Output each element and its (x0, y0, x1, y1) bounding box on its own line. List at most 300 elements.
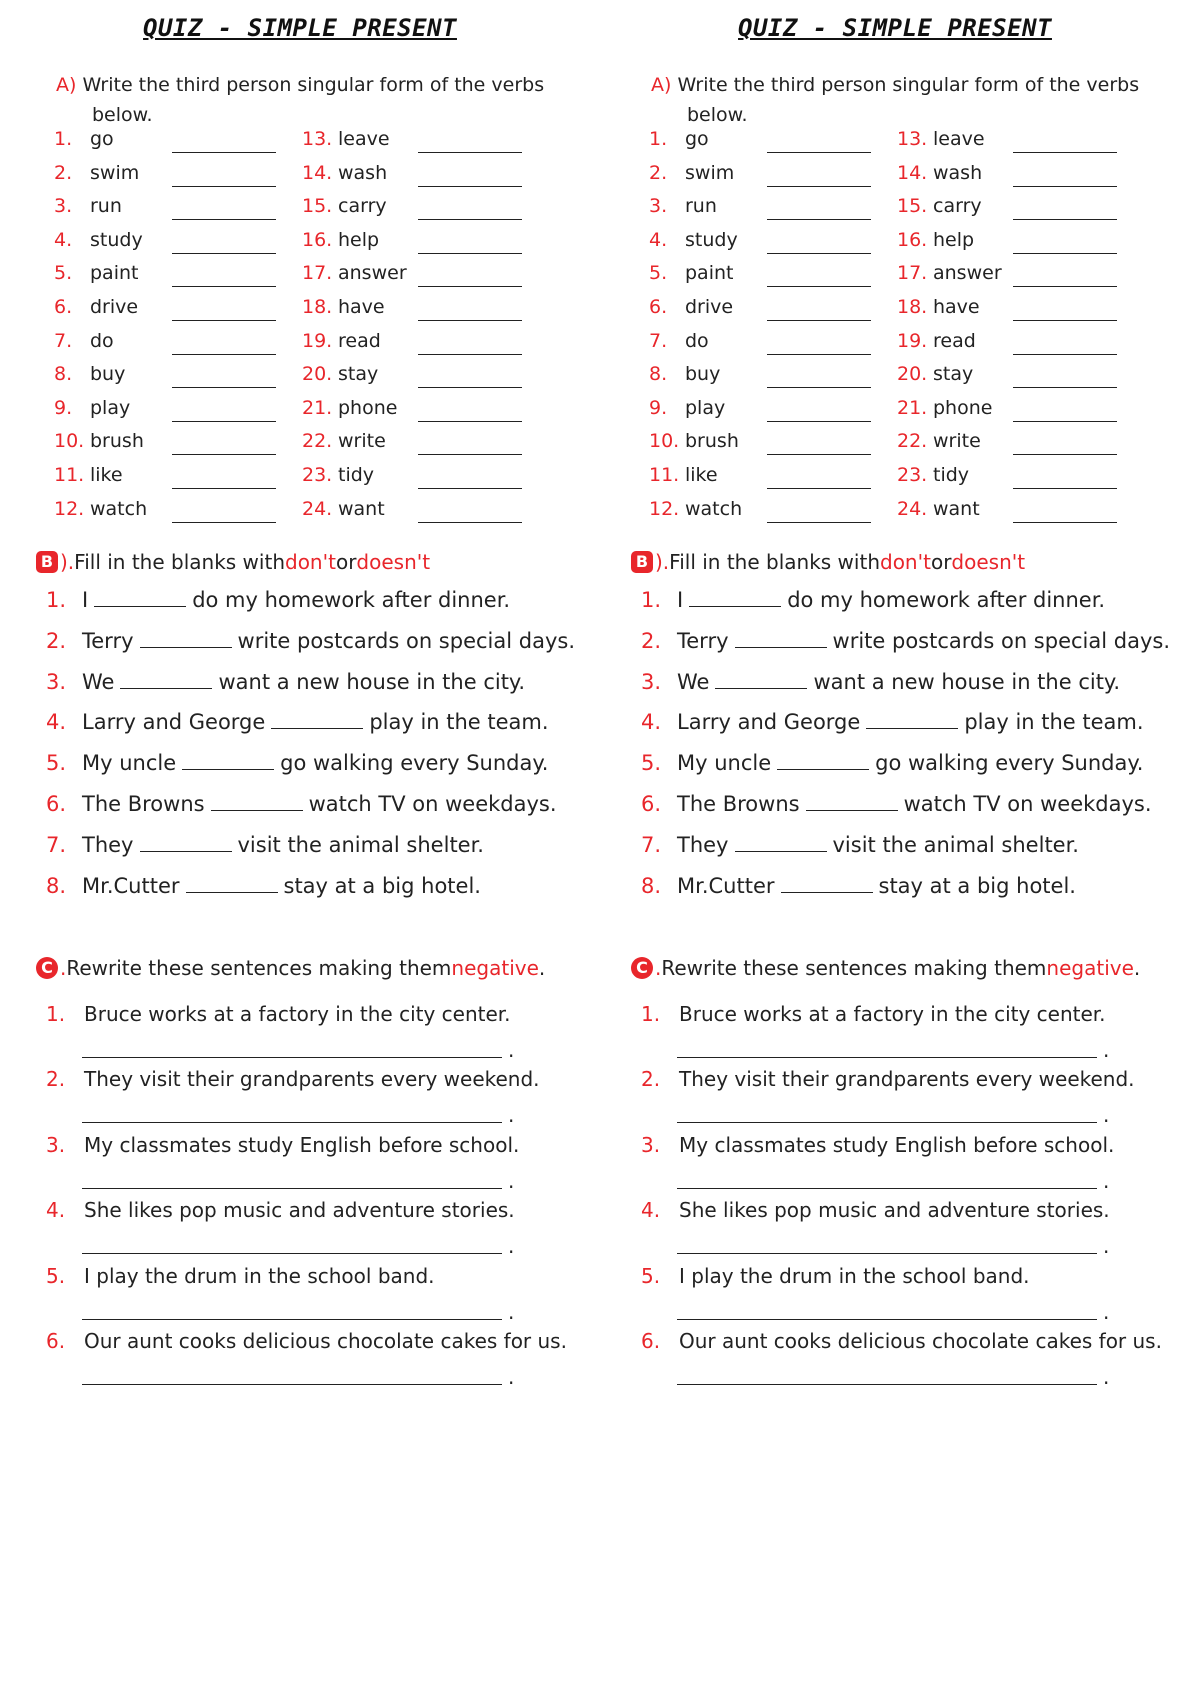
answer-line[interactable] (1013, 354, 1117, 355)
section-a-text: Write the third person singular form of the verbs (82, 74, 545, 96)
verb-word: have (338, 296, 385, 318)
rewrite-item (46, 1067, 540, 1091)
sentence-end: write postcards on special days. (832, 628, 1170, 653)
verb-number: 19. (897, 329, 928, 352)
verb-number: 13. (302, 128, 333, 150)
verb-item (54, 363, 284, 391)
section-b-sep: ). (60, 550, 75, 574)
rewrite-item (641, 1329, 1162, 1353)
answer-line[interactable] (767, 219, 871, 220)
section-a-text-cont: below. (687, 104, 748, 126)
fill-blank-item (641, 792, 1152, 816)
section-b-sep: ). (655, 550, 670, 574)
blank-input[interactable] (735, 631, 827, 648)
verb-word: wash (933, 161, 983, 184)
blank-input[interactable] (186, 876, 278, 893)
verb-word: drive (90, 296, 139, 318)
verb-word: buy (90, 363, 126, 386)
verb-number: 12. (649, 497, 680, 520)
verb-word: want (933, 497, 980, 520)
verb-number: 6. (649, 296, 668, 318)
answer-line[interactable] (172, 186, 276, 187)
fill-blank-item (641, 710, 1144, 734)
verb-number: 16. (302, 228, 333, 251)
answer-line[interactable] (767, 387, 871, 388)
blank-input[interactable] (866, 712, 958, 729)
verb-item (897, 262, 1127, 290)
answer-line[interactable] (418, 186, 522, 187)
answer-line[interactable] (1013, 286, 1117, 287)
sentence-start: We (82, 669, 115, 694)
item-number: 4. (641, 710, 662, 735)
item-number: 7. (641, 832, 662, 857)
line-end-period: . (1103, 1234, 1110, 1259)
verb-item (54, 498, 284, 526)
blank-input[interactable] (120, 672, 212, 689)
blank-input[interactable] (735, 835, 827, 852)
sentence-end: write postcards on special days. (237, 628, 575, 653)
answer-line[interactable] (418, 253, 522, 254)
answer-line[interactable] (767, 320, 871, 321)
verb-word: swim (685, 161, 735, 184)
blank-input[interactable] (777, 753, 869, 770)
answer-line[interactable] (1013, 522, 1117, 523)
sentence-end: stay at a big hotel. (283, 873, 481, 898)
answer-line[interactable] (418, 421, 522, 422)
blank-input[interactable] (271, 712, 363, 729)
verb-number: 3. (649, 195, 668, 218)
verb-word: brush (90, 430, 144, 453)
quiz-title: QUIZ - SIMPLE PRESENT (738, 14, 1052, 42)
verb-item (302, 330, 532, 358)
rewrite-item (641, 1002, 1106, 1026)
item-number: 5. (46, 1263, 66, 1288)
verb-item (54, 430, 284, 458)
verb-item (54, 229, 284, 257)
line-end-period: . (1103, 1299, 1110, 1324)
rewrite-line[interactable] (82, 1384, 502, 1385)
verb-item (897, 195, 1127, 223)
answer-line[interactable] (172, 387, 276, 388)
sentence-end: want a new house in the city. (813, 669, 1121, 694)
section-b-instruction (631, 550, 1025, 574)
quiz-title-block (595, 14, 1195, 42)
blank-input[interactable] (211, 794, 303, 811)
item-number: 5. (641, 751, 662, 776)
fill-blank-item (46, 710, 549, 734)
doesnt-word: doesn't (951, 550, 1026, 574)
sentence-end: do my homework after dinner. (787, 588, 1106, 612)
item-number: 8. (46, 873, 67, 898)
section-c-text: Rewrite these sentences making them (661, 956, 1047, 980)
answer-line[interactable] (418, 354, 522, 355)
answer-line[interactable] (767, 253, 871, 254)
rewrite-line[interactable] (82, 1319, 502, 1320)
blank-input[interactable] (715, 672, 807, 689)
blank-input[interactable] (140, 835, 232, 852)
verb-number: 13. (897, 128, 928, 150)
verb-number: 5. (54, 262, 73, 285)
blank-input[interactable] (182, 753, 274, 770)
verb-word: play (90, 396, 131, 419)
verb-item (649, 430, 879, 458)
blank-input[interactable] (94, 590, 186, 607)
verb-number: 8. (649, 363, 668, 386)
rewrite-line[interactable] (677, 1253, 1097, 1254)
sentence-text: My classmates study English before school. (679, 1132, 1115, 1157)
item-number: 2. (46, 628, 67, 653)
answer-line[interactable] (767, 286, 871, 287)
verb-item (897, 296, 1127, 324)
rewrite-line[interactable] (677, 1122, 1097, 1123)
verb-word: brush (685, 430, 739, 453)
fill-blank-item (46, 588, 510, 612)
verb-item (302, 430, 532, 458)
verb-word: watch (685, 497, 743, 520)
fill-blank-item (46, 751, 548, 775)
verb-item (54, 464, 284, 492)
verb-item (649, 296, 879, 324)
quiz-copy-right (595, 0, 1195, 1694)
sentence-start: The Browns (677, 792, 800, 816)
rewrite-line[interactable] (677, 1384, 1097, 1385)
verb-word: phone (933, 396, 993, 419)
item-number: 3. (641, 669, 662, 694)
blank-input[interactable] (140, 631, 232, 648)
answer-line[interactable] (418, 387, 522, 388)
item-number: 2. (641, 628, 662, 653)
verb-item (649, 229, 879, 257)
blank-input[interactable] (781, 876, 873, 893)
verb-number: 22. (897, 430, 928, 453)
rewrite-item (46, 1002, 511, 1026)
line-end-period: . (1103, 1365, 1110, 1389)
verb-word: answer (933, 262, 1002, 285)
answer-line[interactable] (1013, 253, 1117, 254)
verb-item (897, 162, 1127, 190)
fill-blank-item (641, 629, 1170, 653)
answer-line[interactable] (418, 488, 522, 489)
answer-line[interactable] (1013, 488, 1117, 489)
verb-number: 18. (302, 296, 333, 318)
verb-word: phone (338, 396, 398, 419)
answer-line[interactable] (418, 522, 522, 523)
answer-line[interactable] (767, 488, 871, 489)
verb-word: want (338, 497, 385, 520)
sentence-text: Our aunt cooks delicious chocolate cakes for us. (84, 1329, 567, 1353)
verb-number: 2. (54, 161, 73, 184)
fill-blank-item (46, 874, 481, 898)
answer-line[interactable] (1013, 421, 1117, 422)
item-number: 8. (641, 873, 662, 898)
verb-word: help (338, 228, 380, 251)
verb-number: 18. (897, 296, 928, 318)
verb-item (54, 296, 284, 324)
sentence-start: Larry and George (82, 710, 266, 735)
verb-word: read (338, 329, 381, 352)
verb-word: play (685, 396, 726, 419)
answer-line[interactable] (172, 219, 276, 220)
verb-word: run (685, 195, 717, 218)
item-number: 4. (46, 1198, 66, 1223)
verb-word: carry (338, 195, 387, 218)
rewrite-item (46, 1198, 515, 1222)
section-c-sep: . (655, 956, 662, 980)
line-end-period: . (508, 1365, 515, 1389)
verb-item (897, 229, 1127, 257)
sentence-text: My classmates study English before school. (84, 1132, 520, 1157)
verb-number: 23. (897, 464, 928, 486)
blank-input[interactable] (689, 590, 781, 607)
verb-item (649, 498, 879, 526)
sentence-end: do my homework after dinner. (192, 588, 511, 612)
answer-line[interactable] (767, 522, 871, 523)
verb-number: 15. (897, 195, 928, 218)
verb-number: 14. (302, 161, 333, 184)
verb-word: write (933, 430, 981, 453)
answer-line[interactable] (1013, 152, 1117, 153)
rewrite-item (641, 1067, 1135, 1091)
rewrite-line[interactable] (82, 1057, 502, 1058)
verb-number: 19. (302, 329, 333, 352)
fill-blank-item (641, 588, 1105, 612)
answer-line[interactable] (172, 354, 276, 355)
item-number: 1. (641, 1002, 661, 1026)
fill-blank-item (641, 874, 1076, 898)
sentence-text: She likes pop music and adventure stories. (84, 1198, 515, 1223)
answer-line[interactable] (418, 454, 522, 455)
sentence-end: watch TV on weekdays. (308, 792, 557, 816)
verb-number: 24. (302, 497, 333, 520)
verb-word: carry (933, 195, 982, 218)
answer-line[interactable] (172, 253, 276, 254)
line-end-period: . (508, 1299, 515, 1324)
verb-word: like (685, 464, 718, 486)
verb-item (302, 195, 532, 223)
item-number: 5. (46, 751, 67, 776)
answer-line[interactable] (172, 522, 276, 523)
sentence-start: Mr.Cutter (677, 873, 775, 898)
answer-line[interactable] (1013, 387, 1117, 388)
answer-line[interactable] (1013, 454, 1117, 455)
verb-number: 4. (649, 228, 668, 251)
answer-line[interactable] (418, 286, 522, 287)
or-word: or (335, 550, 357, 574)
item-number: 7. (46, 832, 67, 857)
rewrite-line[interactable] (82, 1122, 502, 1123)
rewrite-item (641, 1198, 1110, 1222)
item-number: 6. (46, 792, 67, 816)
sentence-text: Bruce works at a factory in the city center. (679, 1002, 1106, 1026)
verb-number: 7. (54, 329, 73, 352)
sentence-text: Bruce works at a factory in the city center. (84, 1002, 511, 1026)
section-b-text: Fill in the blanks with (669, 550, 880, 574)
item-number: 1. (46, 1002, 66, 1026)
sentence-start: They (677, 832, 729, 857)
fill-blank-item (46, 629, 575, 653)
verb-word: stay (338, 363, 379, 386)
verb-word: paint (90, 262, 139, 285)
verb-word: read (933, 329, 976, 352)
verb-item (649, 464, 879, 492)
item-number: 3. (46, 1132, 66, 1157)
rewrite-line[interactable] (677, 1319, 1097, 1320)
fill-blank-item (641, 670, 1120, 694)
verb-number: 2. (649, 161, 668, 184)
verb-word: do (685, 329, 709, 352)
sentence-text: She likes pop music and adventure stories. (679, 1198, 1110, 1223)
sentence-text: They visit their grandparents every weekend. (84, 1067, 540, 1092)
section-c-instruction (631, 956, 1140, 980)
verb-number: 11. (649, 464, 680, 486)
answer-line[interactable] (767, 454, 871, 455)
verb-word: go (685, 128, 709, 150)
verb-word: tidy (933, 464, 970, 486)
verb-number: 10. (649, 430, 680, 453)
verb-item (302, 464, 532, 492)
sentence-end: want a new house in the city. (218, 669, 526, 694)
verb-number: 8. (54, 363, 73, 386)
verb-item (649, 397, 879, 425)
sentence-end: watch TV on weekdays. (903, 792, 1152, 816)
item-number: 6. (46, 1329, 66, 1353)
verb-number: 22. (302, 430, 333, 453)
verb-word: answer (338, 262, 407, 285)
line-end-period: . (1103, 1168, 1110, 1193)
rewrite-item (46, 1133, 519, 1157)
verb-item (302, 296, 532, 324)
fill-blank-item (46, 833, 484, 857)
item-number: 4. (641, 1198, 661, 1223)
answer-line[interactable] (172, 421, 276, 422)
answer-line[interactable] (767, 421, 871, 422)
line-end-period: . (508, 1103, 515, 1128)
answer-line[interactable] (172, 454, 276, 455)
verb-number: 6. (54, 296, 73, 318)
rewrite-item (641, 1264, 1030, 1288)
verb-number: 21. (302, 396, 333, 419)
section-a-text-cont: below. (92, 104, 153, 126)
rewrite-line[interactable] (677, 1057, 1097, 1058)
verb-word: leave (338, 128, 390, 150)
verb-number: 21. (897, 396, 928, 419)
section-b-badge: B (631, 551, 653, 573)
verb-number: 7. (649, 329, 668, 352)
verb-item (649, 162, 879, 190)
verb-number: 20. (897, 363, 928, 386)
verb-number: 12. (54, 497, 85, 520)
item-number: 3. (641, 1132, 661, 1157)
answer-line[interactable] (1013, 186, 1117, 187)
verb-item (897, 330, 1127, 358)
verb-word: buy (685, 363, 721, 386)
verb-item (302, 162, 532, 190)
sentence-text: I play the drum in the school band. (84, 1263, 435, 1288)
line-end-period: . (508, 1168, 515, 1193)
sentence-end: go walking every Sunday. (280, 751, 549, 776)
verb-number: 1. (649, 128, 668, 150)
answer-line[interactable] (767, 186, 871, 187)
line-end-period: . (508, 1234, 515, 1259)
verb-word: run (90, 195, 122, 218)
verb-number: 3. (54, 195, 73, 218)
answer-line[interactable] (172, 152, 276, 153)
section-c-badge: C (631, 957, 653, 979)
verb-number: 1. (54, 128, 73, 150)
fill-blank-item (641, 833, 1079, 857)
verb-word: drive (685, 296, 734, 318)
answer-line[interactable] (418, 152, 522, 153)
sentence-start: My uncle (82, 751, 177, 776)
answer-line[interactable] (172, 286, 276, 287)
sentence-start: Larry and George (677, 710, 861, 735)
answer-line[interactable] (172, 320, 276, 321)
line-end-period: . (508, 1038, 515, 1062)
blank-input[interactable] (806, 794, 898, 811)
verb-word: stay (933, 363, 974, 386)
item-number: 6. (641, 1329, 661, 1353)
answer-line[interactable] (418, 219, 522, 220)
verb-item (897, 430, 1127, 458)
section-c-instruction (36, 956, 545, 980)
quiz-title-block (0, 14, 600, 42)
answer-line[interactable] (1013, 219, 1117, 220)
answer-line[interactable] (1013, 320, 1117, 321)
sentence-end: play in the team. (369, 710, 549, 735)
dont-word: don't (880, 550, 931, 574)
sentence-end: visit the animal shelter. (237, 832, 484, 857)
answer-line[interactable] (418, 320, 522, 321)
sentence-text: Our aunt cooks delicious chocolate cakes for us. (679, 1329, 1162, 1353)
verb-word: study (685, 228, 738, 251)
sentence-start: Mr.Cutter (82, 873, 180, 898)
answer-line[interactable] (767, 152, 871, 153)
verb-number: 15. (302, 195, 333, 218)
verb-item (649, 363, 879, 391)
section-a-instruction (56, 70, 544, 130)
section-b-text: Fill in the blanks with (74, 550, 285, 574)
item-number: 6. (641, 792, 662, 816)
rewrite-line[interactable] (82, 1188, 502, 1189)
verb-item (54, 262, 284, 290)
verb-number: 24. (897, 497, 928, 520)
verb-item (54, 195, 284, 223)
verb-number: 17. (302, 262, 333, 285)
sentence-start: The Browns (82, 792, 205, 816)
verb-item (54, 162, 284, 190)
quiz-title: QUIZ - SIMPLE PRESENT (143, 14, 457, 42)
answer-line[interactable] (767, 354, 871, 355)
verb-word: like (90, 464, 123, 486)
answer-line[interactable] (172, 488, 276, 489)
rewrite-line[interactable] (677, 1188, 1097, 1189)
verb-item (897, 363, 1127, 391)
sentence-text: They visit their grandparents every weekend. (679, 1067, 1135, 1092)
or-word: or (930, 550, 952, 574)
sentence-start: Terry (677, 628, 729, 653)
rewrite-item (46, 1329, 567, 1353)
section-a-letter: A) (56, 74, 77, 96)
sentence-end: visit the animal shelter. (832, 832, 1079, 857)
section-c-badge: C (36, 957, 58, 979)
item-number: 2. (46, 1067, 66, 1092)
rewrite-line[interactable] (82, 1253, 502, 1254)
verb-number: 20. (302, 363, 333, 386)
verb-item (302, 229, 532, 257)
sentence-start: We (677, 669, 710, 694)
section-a-letter: A) (651, 74, 672, 96)
line-end-period: . (1103, 1038, 1110, 1062)
